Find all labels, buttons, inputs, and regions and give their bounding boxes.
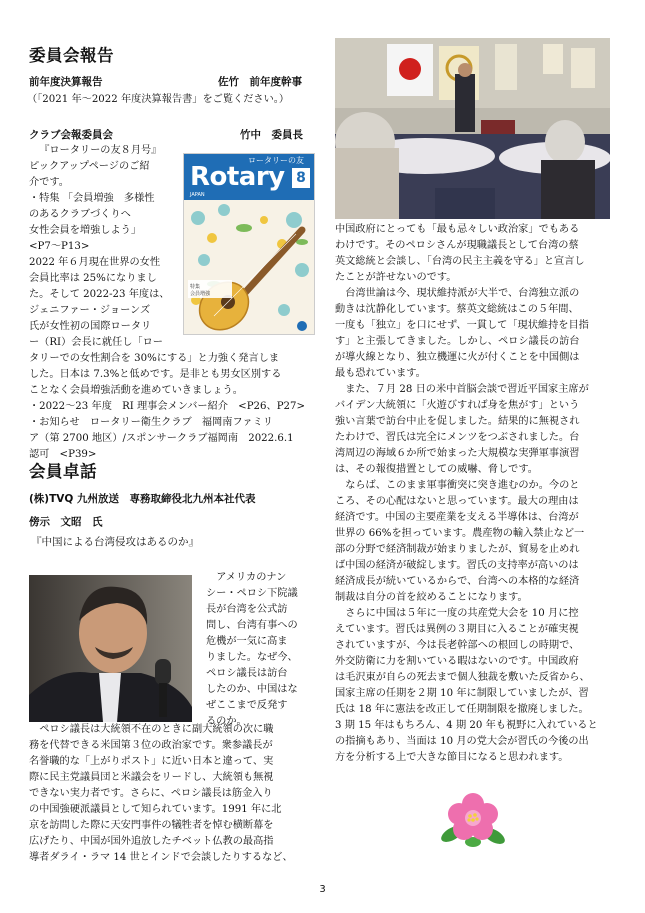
paragraph (335, 222, 625, 286)
text-line: 広げたり、中国が国外追放したチベット仏教の最高指 (29, 836, 274, 847)
text-line: 経済です。中国の主要産業を支える半導体は、台湾が (335, 512, 579, 523)
flower-illustration (440, 790, 506, 850)
text-line: 女性会員を増強しよう」 (29, 225, 142, 236)
text-line: 外交防衛に力を割いている暇はないのです。中国政府 (335, 656, 579, 667)
text-line: 問し、台湾有事への (206, 620, 298, 631)
text-line: 一度も「独立」を口にせず、一貫して「現状維持を目指 (335, 320, 589, 331)
text-line: ぜここまで反発す (206, 700, 288, 711)
text-line: バイデン大統領に「火遊びすれば身を焦がす」という (335, 400, 580, 411)
text-line: 湾周辺の海域６か所で始まった大規模な実弾軍事演習 (335, 448, 580, 459)
text-line: 中国政府にとっても「最も忌々しい政治家」でもある (335, 224, 580, 235)
text-line: さらに中国は５年に一度の共産党大会を 10 月に控 (345, 608, 579, 619)
magazine-title: Rotary (190, 162, 285, 192)
text-line: 介です。 (29, 177, 69, 188)
newsletter-body-text (29, 351, 319, 463)
talk-body-right (335, 222, 625, 766)
talk-intro-text (206, 570, 318, 730)
text-line: るのか。 (206, 716, 247, 727)
talk-title: 『中国による台湾侵攻はあるのか』 (31, 536, 199, 548)
text-line: ころ、その心配はないと思っています。最大の理由は (335, 496, 579, 507)
text-line: わけです。そのペロシさんが現職議長として台湾の蔡 (335, 240, 579, 251)
text-line: されていますが、今は長老幹部への根回しの時期で、 (335, 640, 580, 651)
text-line: ・2022～23 年度 RI 理事会メンバー紹介 <P26、P27> (29, 401, 306, 412)
text-line: 会員比率は 25%になりまし (29, 273, 157, 284)
magazine-issue-number: 8 (292, 168, 310, 188)
paragraph (335, 382, 625, 478)
text-line: 『ロータリーの友８月号』 (39, 145, 162, 156)
newsletter-intro-text (29, 143, 181, 351)
text-line: ペロシ議長は大統領不在のときに副大統領の次に職 (39, 724, 274, 735)
text-line: <P7～P13> (29, 241, 90, 252)
svg-text:特集: 特集 (190, 284, 201, 290)
text-line: できない実力者です。さらに、ペロシ議長は筋金入り (29, 788, 273, 799)
text-line: 京を訪問した際に天安門事件の犠牲者を悼む横断幕を (29, 820, 274, 831)
text-line: 動きは沈静化しています。蔡英文総統はこの５年間、 (335, 304, 579, 315)
text-line: 長が台湾を公式訪 (206, 604, 288, 615)
text-line: 導者ダライ・ラマ 14 世とインドで会談したりするなど、 (29, 852, 293, 863)
text-line: ジェニファー・ジョーンズ (29, 305, 151, 316)
text-line: 強い言葉で訪台中止を促しました。結果的に無視され (335, 416, 580, 427)
text-line: 2022 年６月現在世界の女性 (29, 257, 161, 268)
paragraph (335, 286, 625, 382)
text-line: した。日本は 7.3%と低めです。是非とも男女区別する (29, 369, 282, 380)
speaker-photo (29, 575, 192, 722)
text-line: 名誉職的な「上がりポスト」に近い日本と違って、実 (29, 756, 274, 767)
committee-report-heading: 委員会報告 (29, 46, 114, 65)
speaker-affiliation: (株)TVQ 九州放送 専務取締役北九州本社代表 (29, 493, 256, 505)
text-line: ・特集 「会員増強 多様性 (29, 193, 155, 204)
text-line: ば中国の経済が破綻します。習氏の支持率が高いのは (335, 560, 579, 571)
report-title-newsletter: クラブ会報委員会 (29, 129, 113, 141)
text-line: 最も恐れています。 (335, 368, 426, 379)
text-line: たわけで、習氏は完全にメンツをつぶされました。台 (335, 432, 580, 443)
text-line: の指摘もあり、当面は 10 月の党大会が習氏の今後の出 (335, 736, 589, 747)
paragraph (335, 478, 625, 606)
text-line: 英文総統と会談し、「台湾の民主主義を守る」と宣言し (335, 256, 585, 267)
text-line: ア（第 2700 地区）/スポンサークラブ福岡南 2022.6.1 (29, 433, 294, 444)
text-line: ならば、このまま軍事衝突に突き進むのか。今のと (345, 480, 580, 491)
text-line: アメリカのナン (216, 572, 287, 583)
text-line: 氏が女性初の国際ロータリ (29, 321, 152, 332)
text-line: りました。なぜ今、 (206, 652, 298, 663)
text-line: えています。習氏は異例の３期目に入ることが確実視 (335, 624, 579, 635)
text-line: 際に民主党議員団と米議会をリードし、大統領も無視 (29, 772, 274, 783)
text-line: の中国強硬派議員として知られています。1991 年に北 (29, 804, 282, 815)
text-line: た。そして 2022-23 年度は、 (29, 289, 170, 300)
text-line: 方を分析する上で大きな節目になると思われます。 (335, 752, 569, 763)
text-line: 認可 <P39> (29, 449, 97, 460)
text-line: ー（RI）会長に就任し「ロー (29, 337, 163, 348)
text-line: 務を代替できる米国第３位の政治家です。衆参議長が (29, 740, 273, 751)
report-title-settlement: 前年度決算報告 (29, 76, 103, 88)
report-author-settlement: 佐竹 前年度幹事 (218, 76, 302, 88)
text-line: タリーでの女性割合を 30%にする」と力強く発言しま (29, 353, 280, 364)
text-line: は、その報復措置としての威嚇、脅しです。 (335, 464, 538, 475)
text-line: のあるクラブづくりへ (29, 209, 131, 220)
text-line: は毛沢東が自らの死去まで個人独裁を敷いた反省から、 (335, 672, 590, 683)
text-line: また、７月 28 日の米中首脳会談で習近平国家主席が (345, 384, 589, 395)
page-number: 3 (319, 884, 326, 895)
text-line: す」と主張してきました。しかし、ペロシ議長の訪台 (335, 336, 580, 347)
text-line: 危機が一気に高ま (206, 636, 288, 647)
text-line: 氏は 18 年に憲法を改正して任期制限を撤廃しました。 (335, 704, 589, 715)
report-body-settlement: （「2021 年～2022 年度決算報告書」をご覧ください。） (27, 94, 290, 105)
text-line: ことなく会員増強活動を進めていきましょう。 (29, 385, 243, 396)
ukulele-illustration (184, 200, 314, 334)
rotary-magazine-cover (183, 153, 315, 335)
text-line: たことが許せないのです。 (335, 272, 457, 283)
text-line: 台湾世論は今、現状維持派が大半で、台湾独立派の (345, 288, 580, 299)
text-line: ペロシ議長は訪台 (206, 668, 288, 679)
text-line: シー・ペロシ下院議 (206, 588, 298, 599)
text-line: したのか、中国はな (206, 684, 298, 695)
text-line: 経済成長が続いているからで、台湾への本格的な経済 (335, 576, 580, 587)
text-line: 世界の 66%を担っています。農産物の輸入禁止など一 (335, 528, 585, 539)
svg-text:会員増強: 会員増強 (190, 291, 211, 297)
magazine-country: JAPAN (190, 192, 205, 198)
text-line: 国家主席の任期を２期 10 年に制限していましたが、習 (335, 688, 589, 699)
meeting-photo (335, 38, 610, 219)
text-line: ピックアップページのご紹 (29, 161, 150, 172)
text-line: 制裁は自分の首を絞めることになります。 (335, 592, 528, 603)
magazine-subtitle: ロータリーの友 (248, 156, 304, 165)
text-line: 部の分野で経済制裁が始まりましたが、貿易を止めれ (335, 544, 580, 555)
text-line: ・お知らせ ロータリー衛生クラブ 福岡南ファミリ (29, 417, 273, 428)
report-author-newsletter: 竹中 委員長 (240, 129, 303, 141)
text-line: 3 期 15 年はもちろん、4 期 20 年も視野に入れていると (335, 720, 598, 731)
speaker-name: 傍示 文昭 氏 (29, 516, 103, 528)
paragraph (335, 606, 625, 766)
text-line: が導火線となり、独立機運に火が付くことを中国側は (335, 352, 580, 363)
member-talk-heading: 会員卓話 (29, 462, 97, 481)
talk-body-left (29, 722, 321, 866)
